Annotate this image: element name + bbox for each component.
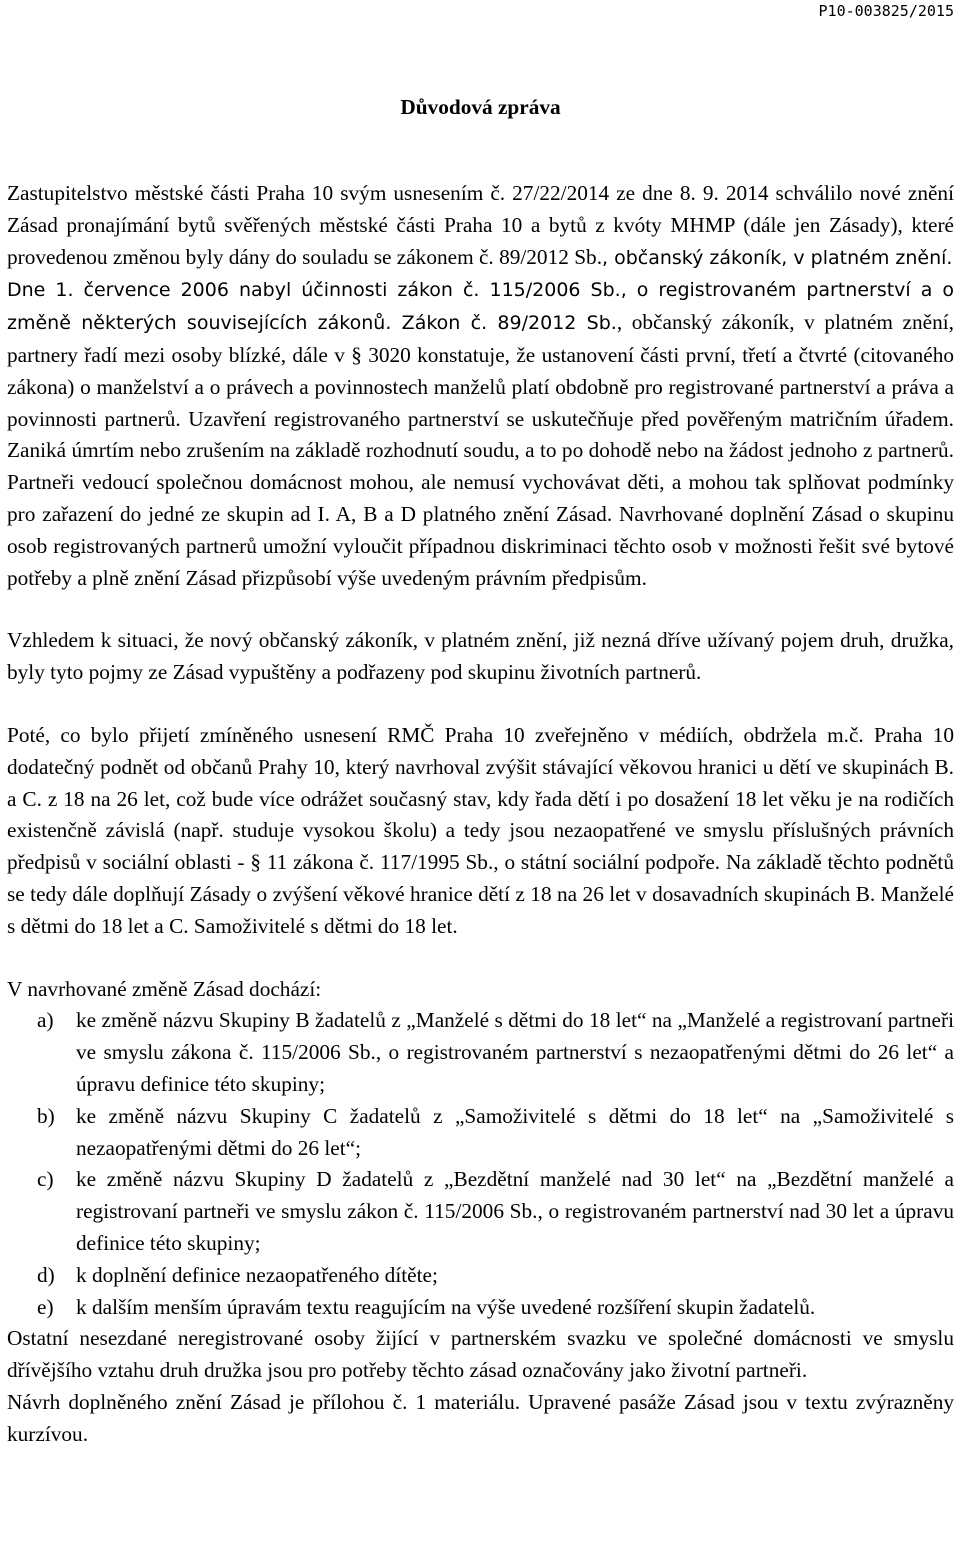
list-item-marker: a)	[37, 1008, 54, 1033]
list-item	[7, 1164, 954, 1259]
paragraph-terms: Vzhledem k situaci, že nový občanský zákoník, v platném znění, již nezná dříve užívaný pojem druh, družka, byly tyto pojmy ze Zásad vypuštěny a podřazeny pod skupinu životních partnerů.	[7, 628, 954, 685]
paragraph-intro-part2: , občanský zákoník, v platném znění.	[602, 246, 953, 269]
list-item-text: ke změně názvu Skupiny D žadatelů z „Bezdětní manželé nad 30 let“ na „Bezdětní manželé a registrovaní partneři ve smyslu zákon č. 115/2006 Sb., o registrovaném partnerství nad 30 let a úpravu definice této skupiny;	[76, 1167, 954, 1255]
paragraph-attachment: Návrh doplněného znění Zásad je přílohou č. 1 materiálu. Upravené pasáže Zásad jsou v textu zvýrazněny kurzívou.	[7, 1389, 954, 1446]
document-id: P10-003825/2015	[818, 2, 954, 20]
list-item-text: ke změně názvu Skupiny B žadatelů z „Manželé s dětmi do 18 let“ na „Manželé a registrovaní partneři ve smyslu zákona č. 115/2006 Sb., o registrovaném partnerství s nezaopatřenými dětmi do 26 let“ a úpravu definice této skupiny;	[76, 1008, 954, 1096]
paragraph-intro-part1: Zastupitelstvo městské části Praha 10 svým usnesením č. 27/22/2014 ze dne 8. 9. 2014 schválilo nové znění Zásad pronajímání bytů svěřených městské části Praha 10 a bytů z kvóty MHMP (dále jen Zásady), které provedenou změnou byly dány do souladu se zákonem č. 89/2012 Sb.	[7, 181, 954, 269]
list-item-marker: b)	[37, 1103, 55, 1128]
document-title: Důvodová zpráva	[400, 95, 561, 119]
changes-list	[7, 1005, 954, 1323]
paragraph-intro-part4: , o registrovaném partnerství a o změně některých souvisejících zákonů. Zákon č. 89/2012 Sb.	[7, 279, 954, 335]
list-item	[7, 1260, 954, 1292]
paragraph-intro	[7, 178, 954, 594]
document-page	[7, 90, 954, 1450]
paragraph-intro-part3: Dne 1. července 2006 nabyl účinnosti zákon č. 115/2006 Sb.	[7, 279, 621, 302]
list-item-text: ke změně názvu Skupiny C žadatelů z „Samoživitelé s dětmi do 18 let“ na „Samoživitelé s nezaopatřenými dětmi do 26 let“;	[76, 1103, 954, 1160]
list-item-marker: c)	[37, 1167, 54, 1192]
list-item	[7, 1101, 954, 1165]
list-item-text: k doplnění definice nezaopatřeného dítěte;	[76, 1262, 438, 1287]
paragraph-intro-part5: , občanský zákoník, v platném znění, partnery řadí mezi osoby blízké, dále v § 3020 konstatuje, že ustanovení části první, třetí a čtvrté (citovaného zákona) o manželství a o právech a povinnostech manželů platí obdobně pro registrované partnerství a práva a povinnosti partnerů. Uzavření registrovaného partnerství se uskutečňuje před pověřeným matričním úřadem. Zaniká úmrtím nebo zrušením na základě rozhodnutí soudu, a to po dohodě nebo na žádost jednoho z partnerů. Partneři vedoucí společnou domácnost mohou, ale nemusí vychovávat děti, a mohou tak splňovat podmínky pro zařazení do jedné ze skupin ad I. A, B a D platného znění Zásad. Navrhované doplnění Zásad o skupinu osob registrovaných partnerů umožní vyloučit případnou diskriminaci těchto osob v možnosti řešit své bytové potřeby a plně znění Zásad přizpůsobí výše uvedeným právním předpisům.	[7, 310, 954, 590]
list-item	[7, 1292, 954, 1324]
paragraph-life-partners: Ostatní nesezdané neregistrované osoby žijící v partnerském svazku ve společné domácnosti ve smyslu dřívějšího vztahu druh družka jsou pro potřeby těchto zásad označovány jako životní partneři.	[7, 1326, 954, 1383]
list-item-marker: d)	[37, 1262, 55, 1287]
list-item-marker: e)	[37, 1294, 54, 1319]
list-item	[7, 1005, 954, 1100]
paragraph-age-limit: Poté, co bylo přijetí zmíněného usnesení RMČ Praha 10 zveřejněno v médiích, obdržela m.č. Praha 10 dodatečný podnět od občanů Prahy 10, který navrhoval zvýšit stávající věkovou hranici u dětí ve skupinách B. a C. z 18 na 26 let, což bude více odrážet současný stav, kdy řada dětí i po dosažení 18 let věku je na rodičích existenčně závislá (např. studuje vysokou školu) a tedy jsou nezaopatřené ve smyslu příslušných právních předpisů v sociální oblasti - § 11 zákona č. 117/1995 Sb., o státní sociální podpoře. Na základě těchto podnětů se tedy dále doplňují Zásady o zvýšení věkové hranice dětí z 18 na 26 let v dosavadních skupinách B. Manželé s dětmi do 18 let a C. Samoživitelé s dětmi do 18 let.	[7, 722, 954, 938]
changes-intro: V navrhované změně Zásad dochází:	[7, 976, 322, 1001]
list-item-text: k dalším menším úpravám textu reagujícím na výše uvedené rozšíření skupin žadatelů.	[76, 1294, 816, 1319]
